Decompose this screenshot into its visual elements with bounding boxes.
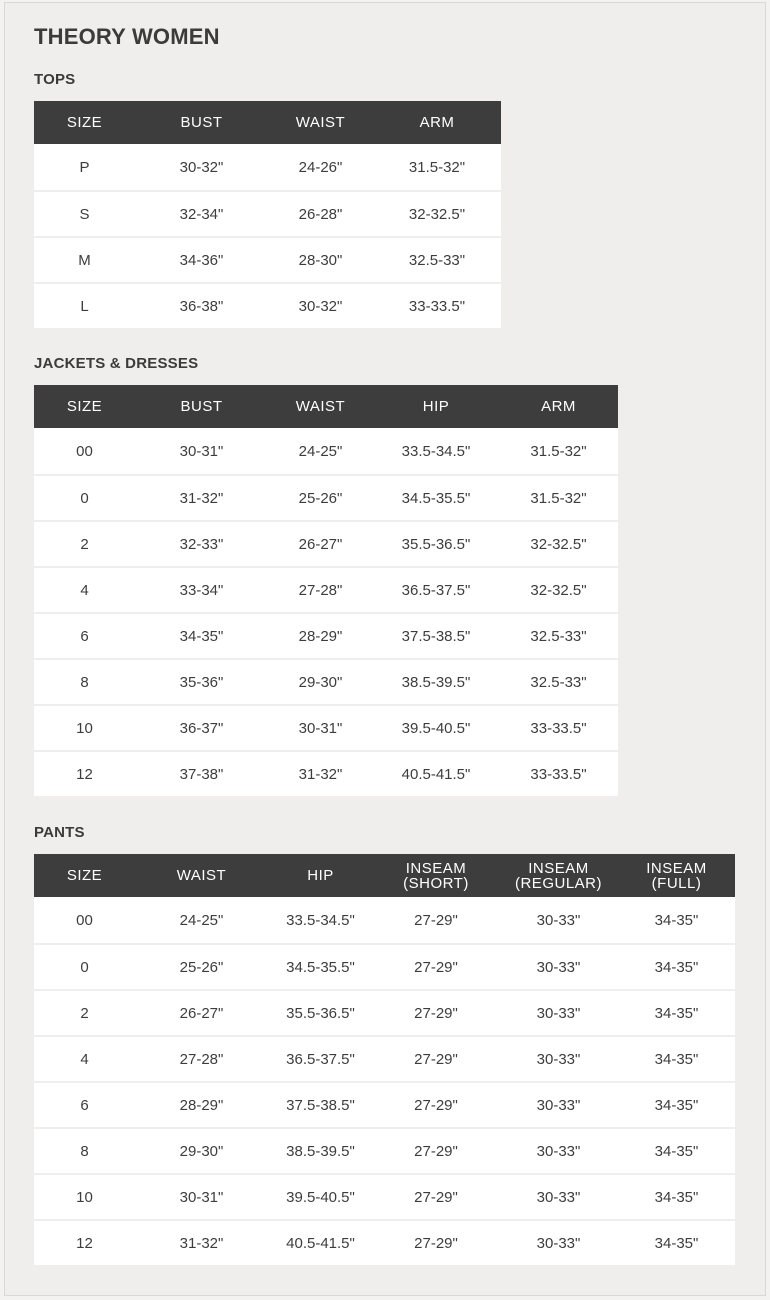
table-cell: 30-31"	[135, 1173, 268, 1219]
table-cell: 33-33.5"	[499, 704, 618, 750]
table-row	[34, 236, 501, 282]
column-header: WAIST	[135, 854, 268, 897]
table-cell: 37.5-38.5"	[268, 1081, 373, 1127]
table-cell: 24-25"	[135, 897, 268, 943]
column-header: HIP	[268, 854, 373, 897]
table-cell: 30-33"	[499, 897, 618, 943]
table-row	[34, 428, 618, 474]
table-cell: 12	[34, 750, 135, 796]
table-row	[34, 612, 618, 658]
table-cell: 24-26"	[268, 144, 373, 190]
table-cell: 8	[34, 1127, 135, 1173]
table-cell: 27-29"	[373, 1035, 499, 1081]
table-cell: 27-29"	[373, 1219, 499, 1265]
column-header-line: (SHORT)	[403, 874, 469, 892]
table-row	[34, 989, 735, 1035]
table-cell: 39.5-40.5"	[373, 704, 499, 750]
table-cell: 27-28"	[268, 566, 373, 612]
table-cell: 32-32.5"	[499, 566, 618, 612]
column-header-line: INSEAM	[528, 859, 589, 877]
table-cell: 36.5-37.5"	[373, 566, 499, 612]
tops-size-table	[34, 101, 501, 328]
table-cell: 36-37"	[135, 704, 268, 750]
table-cell: 37.5-38.5"	[373, 612, 499, 658]
column-header	[499, 854, 618, 897]
column-header: SIZE	[34, 385, 135, 428]
table-cell: 36-38"	[135, 282, 268, 328]
table-cell: 6	[34, 1081, 135, 1127]
table-cell: 2	[34, 989, 135, 1035]
table-cell: 27-29"	[373, 943, 499, 989]
table-cell: 28-29"	[135, 1081, 268, 1127]
table-header-row	[34, 385, 618, 428]
table-cell: 0	[34, 474, 135, 520]
table-row	[34, 897, 735, 943]
table-cell: 27-29"	[373, 989, 499, 1035]
column-header: WAIST	[268, 101, 373, 144]
table-cell: 40.5-41.5"	[373, 750, 499, 796]
table-row	[34, 520, 618, 566]
table-row	[34, 190, 501, 236]
table-cell: 30-32"	[135, 144, 268, 190]
table-cell: 34-35"	[135, 612, 268, 658]
table-cell: 32.5-33"	[499, 612, 618, 658]
table-cell: 29-30"	[268, 658, 373, 704]
table-cell: 32.5-33"	[499, 658, 618, 704]
table-cell: 30-32"	[268, 282, 373, 328]
table-cell: 27-29"	[373, 1127, 499, 1173]
table-cell: S	[34, 190, 135, 236]
table-cell: L	[34, 282, 135, 328]
column-header: HIP	[373, 385, 499, 428]
column-header: BUST	[135, 101, 268, 144]
table-cell: 33-33.5"	[373, 282, 501, 328]
column-header-line: INSEAM	[646, 859, 707, 877]
table-cell: 32-32.5"	[499, 520, 618, 566]
table-cell: 31-32"	[135, 474, 268, 520]
table-cell: 0	[34, 943, 135, 989]
table-cell: 2	[34, 520, 135, 566]
table-cell: 30-33"	[499, 989, 618, 1035]
table-row	[34, 144, 501, 190]
table-header-row	[34, 854, 735, 897]
table-cell: 30-33"	[499, 1219, 618, 1265]
table-cell: 25-26"	[268, 474, 373, 520]
table-cell: 8	[34, 658, 135, 704]
table-row	[34, 282, 501, 328]
table-cell: 32-32.5"	[373, 190, 501, 236]
column-header-line: INSEAM	[405, 859, 467, 877]
table-row	[34, 1127, 735, 1173]
table-cell: 34-35"	[618, 1035, 735, 1081]
table-cell: 35.5-36.5"	[373, 520, 499, 566]
table-cell: 27-28"	[135, 1035, 268, 1081]
table-cell: 39.5-40.5"	[268, 1173, 373, 1219]
table-cell: 36.5-37.5"	[268, 1035, 373, 1081]
table-row	[34, 658, 618, 704]
column-header: WAIST	[268, 385, 373, 428]
table-cell: 31.5-32"	[499, 474, 618, 520]
table-cell: 37-38"	[135, 750, 268, 796]
table-cell: 31.5-32"	[373, 144, 501, 190]
table-cell: 34-36"	[135, 236, 268, 282]
pants-size-table	[34, 854, 735, 1265]
table-cell: 6	[34, 612, 135, 658]
table-cell: 34.5-35.5"	[268, 943, 373, 989]
column-header: SIZE	[34, 854, 135, 897]
table-cell: 34-35"	[618, 897, 735, 943]
table-cell: 32-34"	[135, 190, 268, 236]
table-cell: 38.5-39.5"	[373, 658, 499, 704]
jackets-dresses-size-table	[34, 385, 618, 796]
table-cell: 35.5-36.5"	[268, 989, 373, 1035]
table-cell: 33.5-34.5"	[373, 428, 499, 474]
table-cell: 31.5-32"	[499, 428, 618, 474]
column-header: ARM	[373, 101, 501, 144]
table-cell: 30-33"	[499, 943, 618, 989]
table-cell: 25-26"	[135, 943, 268, 989]
table-cell: 34-35"	[618, 1127, 735, 1173]
table-cell: 35-36"	[135, 658, 268, 704]
jackets-dresses-heading: JACKETS & DRESSES	[34, 355, 199, 372]
table-cell: 34-35"	[618, 1173, 735, 1219]
table-header-row	[34, 101, 501, 144]
column-header-line: (FULL)	[651, 874, 702, 892]
table-cell: 00	[34, 428, 135, 474]
table-cell: 26-27"	[268, 520, 373, 566]
table-cell: 24-25"	[268, 428, 373, 474]
column-header: SIZE	[34, 101, 135, 144]
table-cell: 30-31"	[135, 428, 268, 474]
table-cell: 33-34"	[135, 566, 268, 612]
table-cell: 4	[34, 1035, 135, 1081]
table-cell: 00	[34, 897, 135, 943]
table-cell: 30-33"	[499, 1127, 618, 1173]
table-cell: 34-35"	[618, 989, 735, 1035]
page-title: THEORY WOMEN	[34, 24, 220, 49]
table-cell: 27-29"	[373, 897, 499, 943]
table-cell: 27-29"	[373, 1173, 499, 1219]
table-cell: 31-32"	[268, 750, 373, 796]
table-cell: 32-33"	[135, 520, 268, 566]
table-cell: M	[34, 236, 135, 282]
table-row	[34, 566, 618, 612]
column-header-line: (REGULAR)	[514, 874, 602, 892]
column-header	[618, 854, 735, 897]
table-cell: 10	[34, 1173, 135, 1219]
table-cell: 34-35"	[618, 943, 735, 989]
table-cell: 4	[34, 566, 135, 612]
table-cell: 34-35"	[618, 1081, 735, 1127]
table-row	[34, 1081, 735, 1127]
table-cell: 28-29"	[268, 612, 373, 658]
table-cell: 34-35"	[618, 1219, 735, 1265]
column-header: BUST	[135, 385, 268, 428]
table-cell: 10	[34, 704, 135, 750]
table-row	[34, 474, 618, 520]
table-cell: 29-30"	[135, 1127, 268, 1173]
table-cell: 12	[34, 1219, 135, 1265]
table-cell: 30-31"	[268, 704, 373, 750]
tops-heading: TOPS	[34, 71, 76, 88]
table-cell: P	[34, 144, 135, 190]
table-row	[34, 1219, 735, 1265]
table-cell: 26-27"	[135, 989, 268, 1035]
table-row	[34, 750, 618, 796]
table-row	[34, 1035, 735, 1081]
table-cell: 26-28"	[268, 190, 373, 236]
table-cell: 30-33"	[499, 1173, 618, 1219]
table-cell: 27-29"	[373, 1081, 499, 1127]
table-cell: 31-32"	[135, 1219, 268, 1265]
column-header: ARM	[499, 385, 618, 428]
table-cell: 34.5-35.5"	[373, 474, 499, 520]
table-row	[34, 1173, 735, 1219]
table-cell: 38.5-39.5"	[268, 1127, 373, 1173]
table-cell: 30-33"	[499, 1035, 618, 1081]
table-cell: 33-33.5"	[499, 750, 618, 796]
pants-heading: PANTS	[34, 824, 85, 841]
table-cell: 32.5-33"	[373, 236, 501, 282]
table-row	[34, 704, 618, 750]
table-cell: 33.5-34.5"	[268, 897, 373, 943]
table-cell: 28-30"	[268, 236, 373, 282]
column-header	[373, 854, 499, 897]
table-row	[34, 943, 735, 989]
table-cell: 40.5-41.5"	[268, 1219, 373, 1265]
table-cell: 30-33"	[499, 1081, 618, 1127]
